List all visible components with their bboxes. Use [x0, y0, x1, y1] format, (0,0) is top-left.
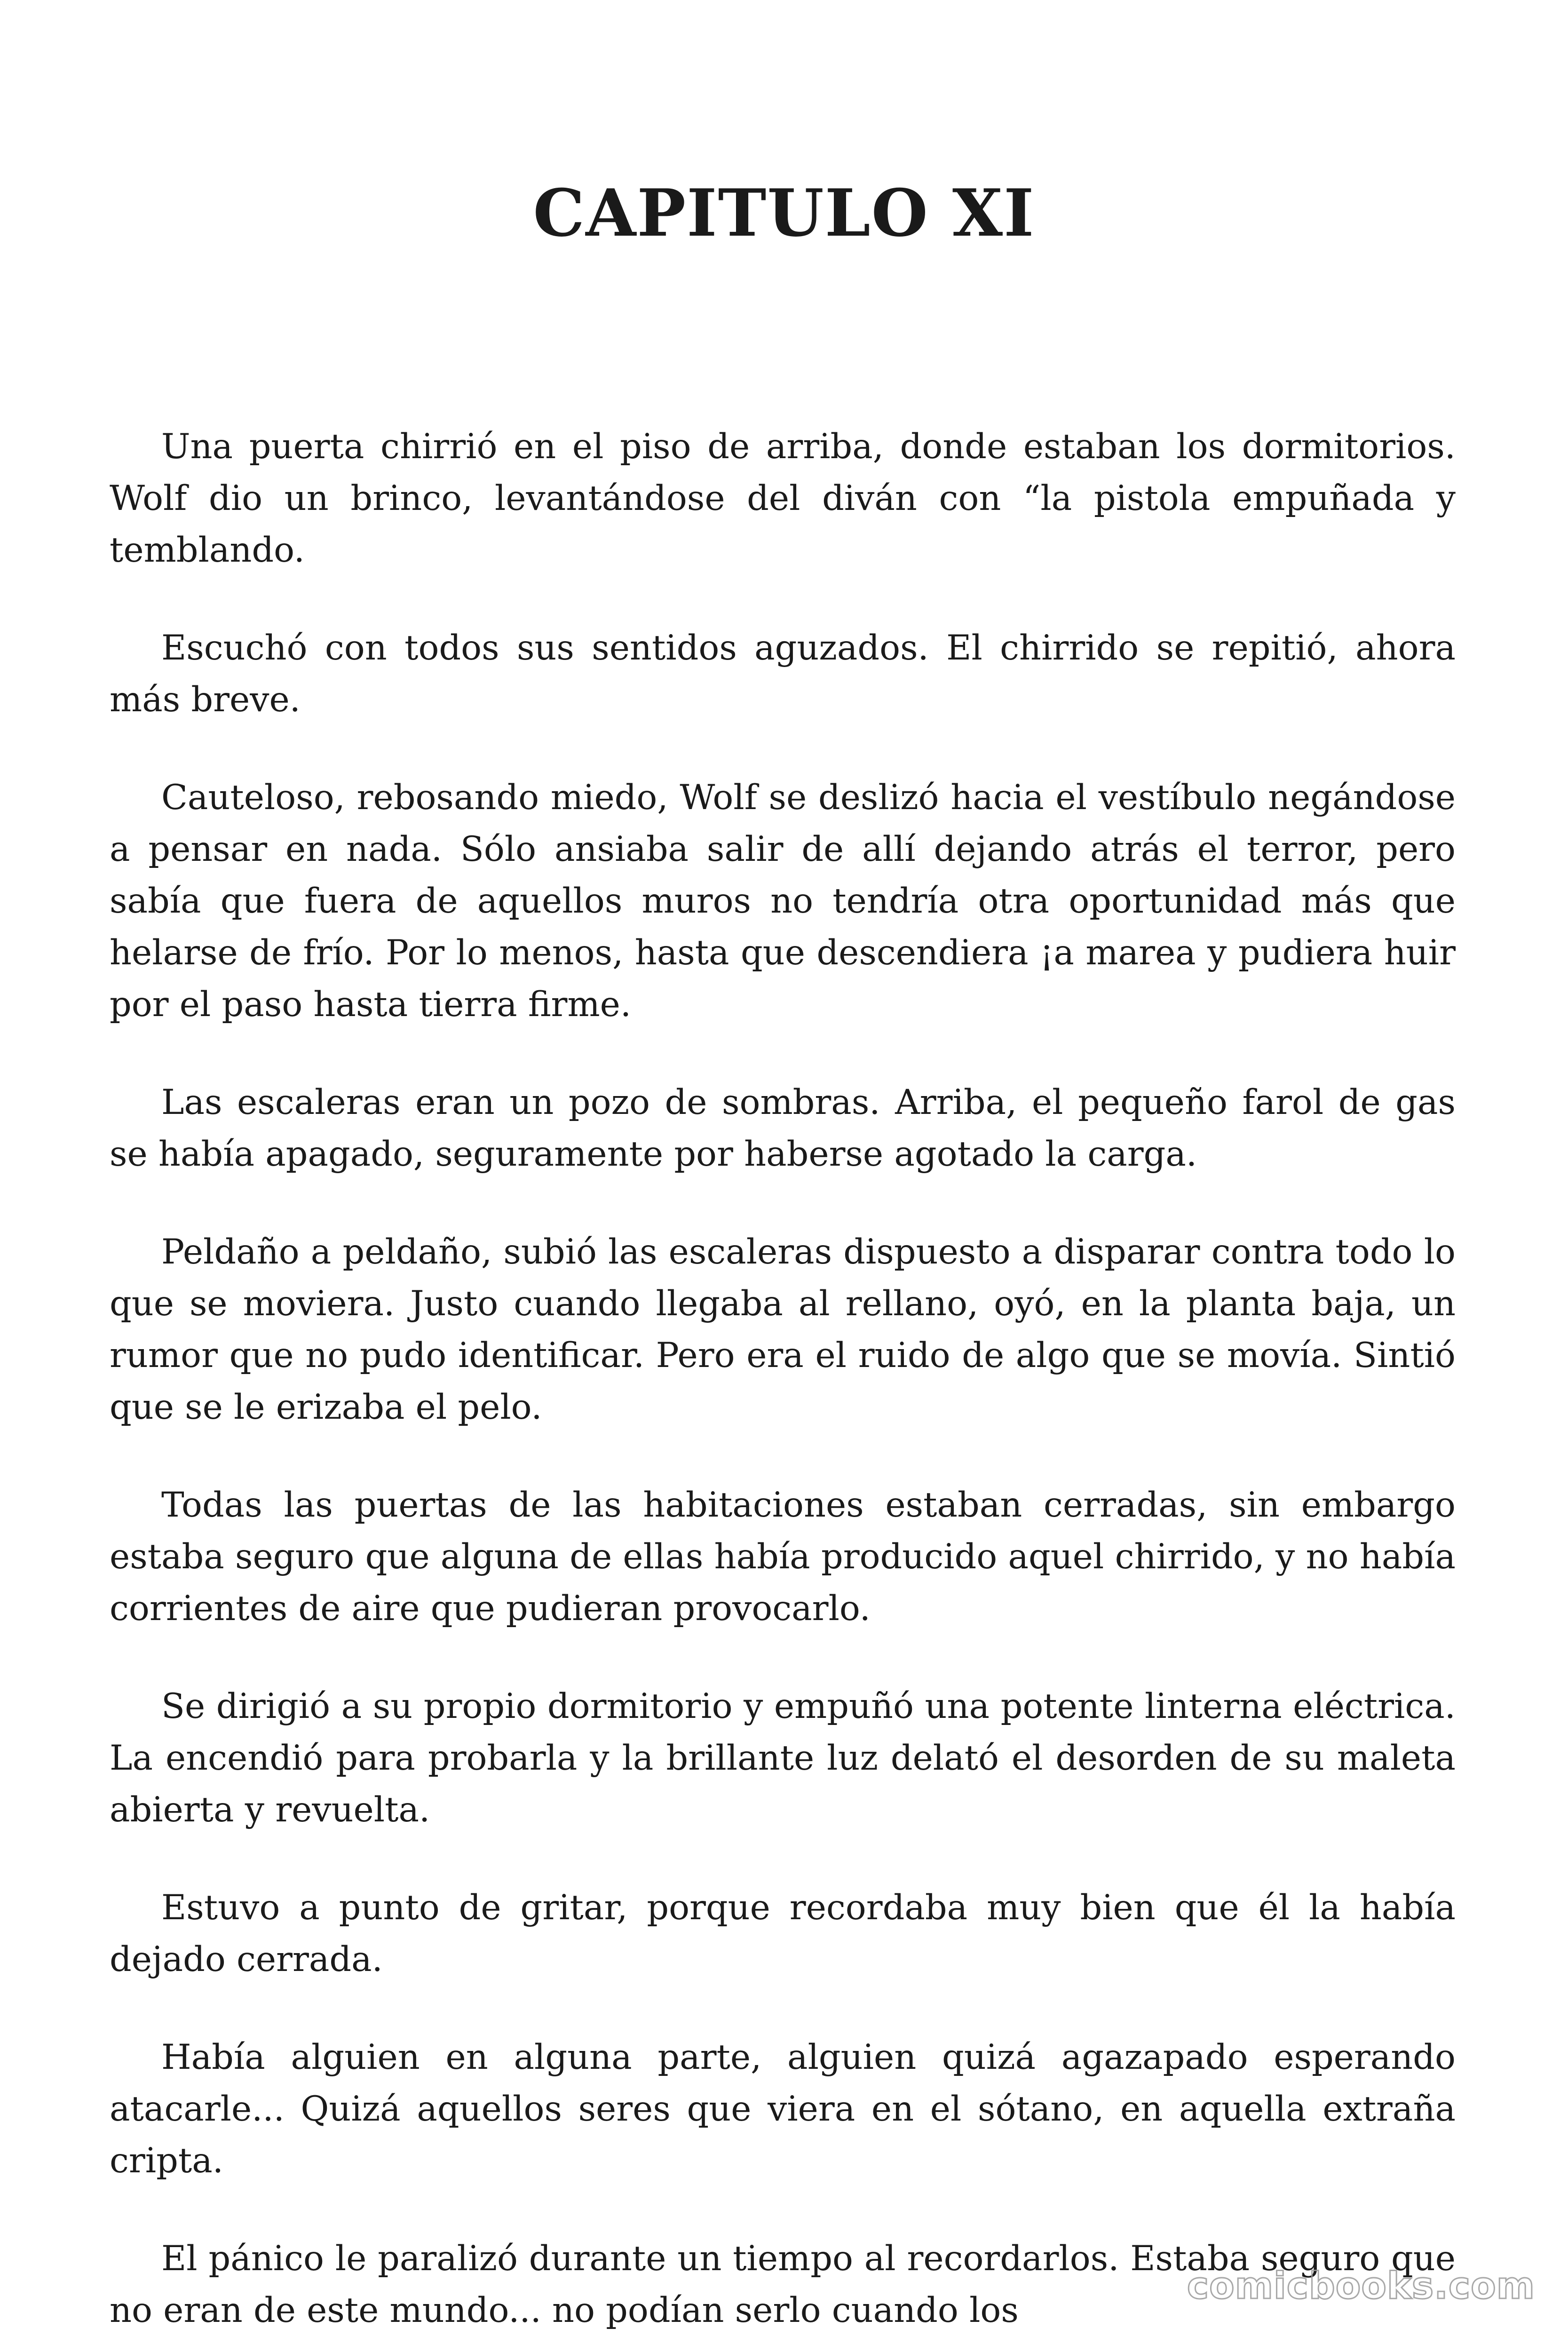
paragraph: Escuchó con todos sus sentidos aguzados. El chirrido se repitió, ahora más breve. — [110, 628, 1456, 720]
chapter-body — [110, 421, 1456, 2352]
paragraph: Se dirigió a su propio dormitorio y empuñó una potente linterna eléctrica. La encendió para probarla y la brillante luz delató el desorden de su maleta abierta y revuelta. — [110, 1686, 1456, 1830]
paragraph: Había alguien en alguna parte, alguien quizá agazapado esperando atacarle... Quizá aquellos seres que viera en el sótano, en aquella extraña cripta. — [110, 2037, 1456, 2181]
paragraph: Las escaleras eran un pozo de sombras. Arriba, el pequeño farol de gas se había apagado, seguramente por haberse agotado la carga. — [110, 1082, 1456, 1174]
chapter-title: CAPITULO XI — [533, 175, 1035, 251]
paragraph: Estuvo a punto de gritar, porque recordaba muy bien que él la había dejado cerrada. — [110, 1888, 1456, 1979]
paragraph: Una puerta chirrió en el piso de arriba, donde estaban los dormitorios. Wolf dio un brinco, levantándose del diván con “la pistola empuñada y temblando. — [110, 427, 1456, 570]
paragraph: El pánico le paralizó durante un tiempo al recordarlos. Estaba seguro que no eran de este mundo... no podían serlo cuando los — [110, 2239, 1456, 2330]
paragraph: Cauteloso, rebosando miedo, Wolf se deslizó hacia el vestíbulo negándose a pensar en nada. Sólo ansiaba salir de allí dejando atrás el terror, pero sabía que fuera de aquellos muros no tendría otra oportunidad más que helarse de frío. Por lo menos, hasta que descendiera ¡a marea y pudiera huir por el paso hasta tierra firme. — [110, 778, 1456, 1025]
paragraph: Todas las puertas de las habitaciones estaban cerradas, sin embargo estaba seguro que alguna de ellas había producido aquel chirrido, y no había corrientes de aire que pudieran provocarlo. — [110, 1485, 1456, 1629]
paragraph: Peldaño a peldaño, subió las escaleras dispuesto a disparar contra todo lo que se moviera. Justo cuando llegaba al rellano, oyó, en la planta baja, un rumor que no pudo identificar. Pero era el ruido de algo que se movía. Sintió que se le erizaba el pelo. — [110, 1232, 1456, 1427]
watermark-logo: comicbooks.com — [1187, 2265, 1535, 2307]
